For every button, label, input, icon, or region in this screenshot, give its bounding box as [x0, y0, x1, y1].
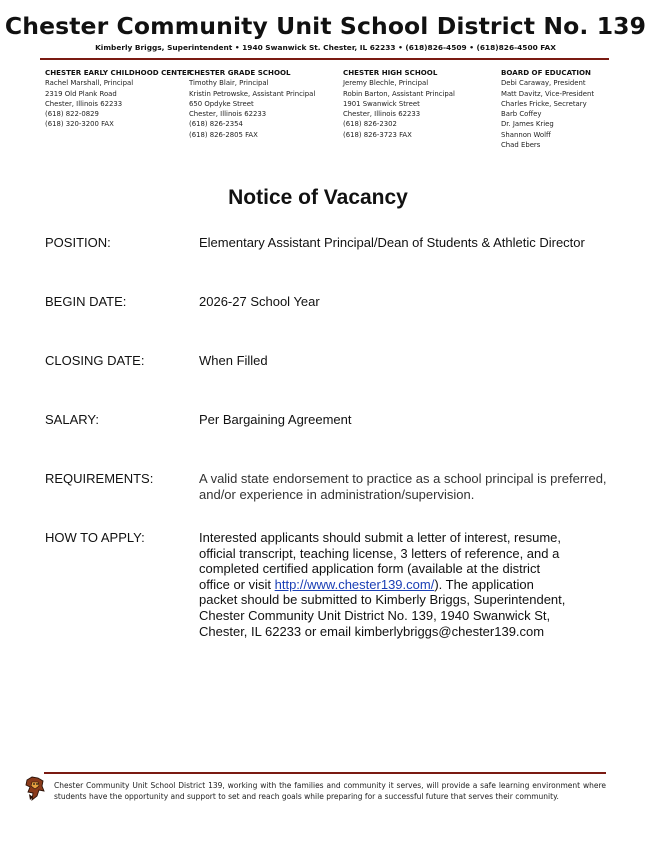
district-title: Chester Community Unit School District No. 139 [4, 12, 647, 40]
board-member: Dr. James Krieg [501, 120, 554, 129]
school-line: (618) 320-3200 FAX [45, 120, 114, 129]
school-line: (618) 826-3723 FAX [343, 130, 412, 139]
apply-text-part: ). The application packet should be submitted to Kimberly Briggs, Superintendent, Chester Community Unit District No. 139, 1940 Swanwick St, Chester, IL 62233 or email kimberlybriggs@chester139.com [199, 576, 566, 639]
requirements-label: REQUIREMENTS: [45, 471, 154, 486]
closing-date-value: When Filled [199, 353, 268, 368]
school-column-high-school [343, 68, 455, 140]
school-name: CHESTER EARLY CHILDHOOD CENTER [45, 68, 193, 77]
school-line: (618) 822-0829 [45, 110, 99, 119]
school-line: Chester, Illinois 62233 [189, 110, 267, 119]
position-label: POSITION: [45, 235, 111, 250]
closing-date-label: CLOSING DATE: [45, 353, 145, 368]
board-member: Barb Coffey [501, 110, 542, 119]
salary-label: SALARY: [45, 412, 99, 427]
apply-text-part: Interested applicants should submit a letter of interest, resume, official transcript, teaching license, 3 letters of reference, and a completed certified application form (available at the district office or visit [199, 530, 562, 592]
board-member: Charles Fricke, Secretary [501, 99, 587, 108]
district-contact-line: Kimberly Briggs, Superintendent • 1940 Swanwick St. Chester, IL 62233 • (618)826-4509 • (618)826-4500 FAX [95, 43, 556, 52]
school-column-grade-school [189, 68, 315, 140]
school-line: 1901 Swanwick Street [343, 99, 420, 108]
mascot-icon [24, 776, 46, 802]
school-line: Chester, Illinois 62233 [45, 99, 123, 108]
school-line: 2319 Old Plank Road [45, 89, 117, 98]
school-line: Rachel Marshall, Principal [45, 79, 134, 88]
school-line: Timothy Blair, Principal [189, 79, 269, 88]
school-line: 650 Opdyke Street [189, 99, 254, 108]
footer-divider [44, 772, 606, 774]
school-line: Chester, Illinois 62233 [343, 110, 421, 119]
notice-title: Notice of Vacancy [228, 186, 408, 209]
position-value: Elementary Assistant Principal/Dean of Students & Athletic Director [199, 235, 585, 250]
district-website-link[interactable]: http://www.chester139.com/ [274, 576, 435, 592]
school-line: Kristin Petrowske, Assistant Principal [189, 89, 316, 98]
school-line: (618) 826-2354 [189, 120, 243, 129]
board-heading: BOARD OF EDUCATION [501, 68, 591, 77]
school-line: (618) 826-2302 [343, 120, 397, 129]
school-name: CHESTER GRADE SCHOOL [189, 68, 291, 77]
begin-date-value: 2026-27 School Year [199, 294, 320, 309]
board-member: Shannon Wolff [501, 130, 551, 139]
school-column-early-childhood [45, 68, 192, 130]
requirements-value: A valid state endorsement to practice as a school principal is preferred, and/or experience in administration/supervision. [199, 471, 607, 502]
school-name: CHESTER HIGH SCHOOL [343, 68, 438, 77]
salary-value: Per Bargaining Agreement [199, 412, 352, 427]
board-member: Chad Ebers [501, 141, 541, 150]
board-of-education-column [501, 68, 594, 150]
school-line: Jeremy Blechle, Principal [343, 79, 429, 88]
board-member: Matt Davitz, Vice-President [501, 89, 595, 98]
board-member: Debi Caraway, President [501, 79, 586, 88]
how-to-apply-text [199, 530, 569, 639]
begin-date-label: BEGIN DATE: [45, 294, 127, 309]
header-divider [40, 58, 609, 60]
mission-statement: Chester Community Unit School District 139, working with the families and community it serves, will provide a safe learning environment where students have the opportunity and support to set and reach goals while preparing for a successful future that serves their community. [54, 781, 606, 802]
how-to-apply-label: HOW TO APPLY: [45, 530, 145, 545]
school-line: (618) 826-2805 FAX [189, 130, 258, 139]
school-line: Robin Barton, Assistant Principal [343, 89, 455, 98]
